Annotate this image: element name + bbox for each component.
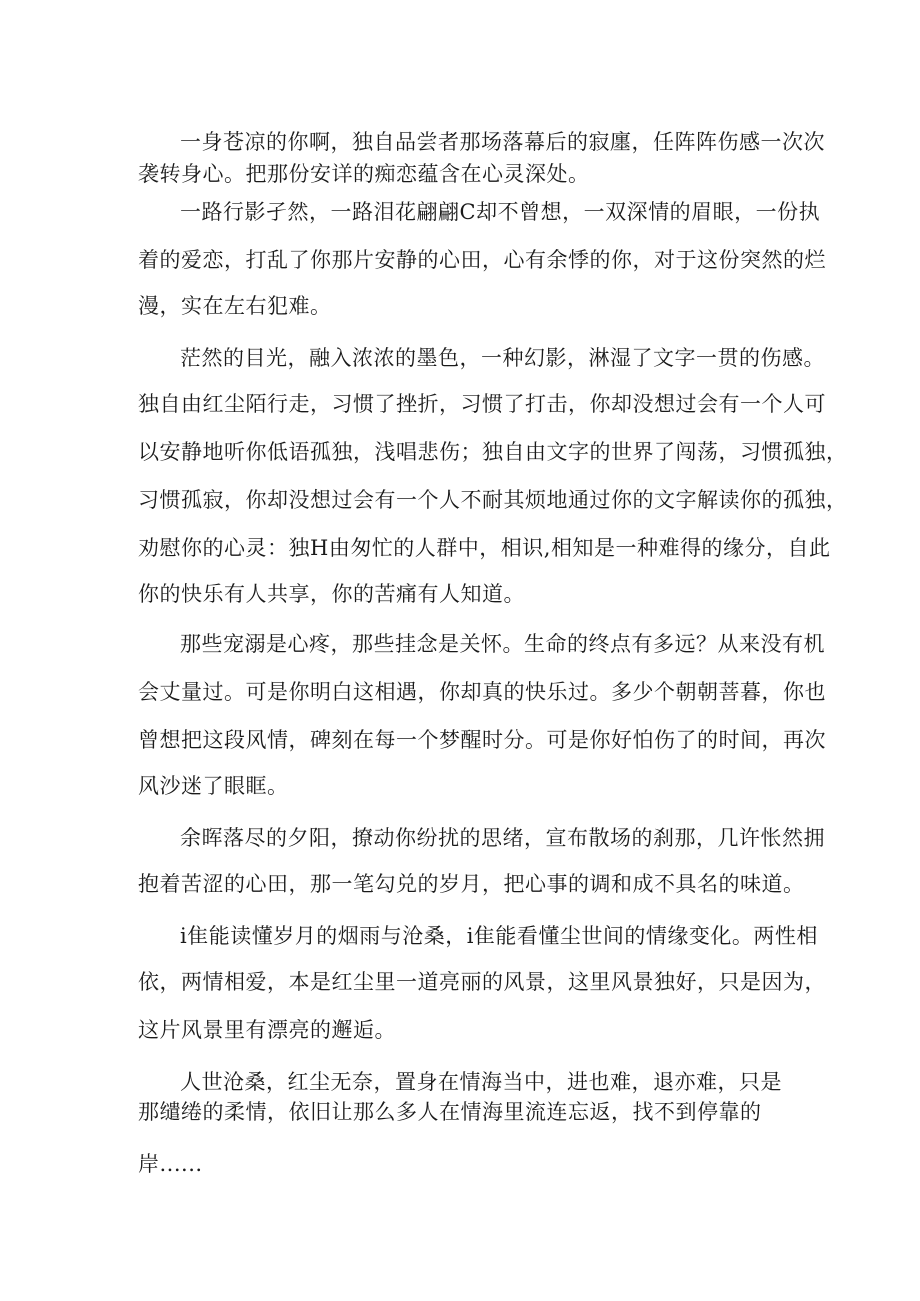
paragraph-3-line-4: 习惯孤寂，你却没想过会有一个人不耐其烦地通过你的文字解读你的孤独， [138,488,848,512]
paragraph-4-line-4: 风沙迷了眼眶。 [138,774,289,798]
paragraph-7-line-2: 那缱绻的柔情，依旧让那么多人在情海里流连忘返，找不到停靠的 [138,1100,762,1124]
paragraph-1-line-2: 袭转身心。把那份安详的痴恋蕴含在心灵深处。 [138,162,590,186]
paragraph-3-line-1: 茫然的目光，融入浓浓的墨色，一种幻影，淋湿了文字一贯的伤感。 [180,346,825,370]
paragraph-7-line-3: 岸...... [138,1152,203,1176]
paragraph-3-line-3: 以安静地听你低语孤独，浅唱悲伤；独自由文字的世界了闯荡，习惯孤独， [138,440,848,464]
paragraph-4-line-2: 会丈量过。可是你明白这相遇，你却真的快乐过。多少个朝朝菩暮，你也 [138,680,826,704]
paragraph-2-line-2: 着的爱恋，打乱了你那片安静的心田，心有余悸的你，对于这份突然的烂 [138,248,826,272]
paragraph-4-line-1: 那些宠溺是心疼，那些挂念是关怀。生命的终点有多远？从来没有机 [180,632,825,656]
paragraph-1-line-1: 一身苍凉的你啊，独自品尝者那场落幕后的寂廛，任阵阵伤感一次次 [180,130,825,154]
paragraph-7-line-1: 人世沧桑，红尘无奈，置身在情海当中，进也难，退亦难，只是 [180,1070,782,1094]
paragraph-2-line-3: 漫，实在左右犯难。 [138,294,332,318]
paragraph-2-line-1: 一路行影孑然，一路泪花翩翩C却不曾想，一双深情的眉眼，一份执 [180,200,821,224]
paragraph-3-line-5: 劝慰你的心灵：独H由匆忙的人群中，相识,相知是一种难得的缘分，自此 [138,536,831,560]
paragraph-3-line-6: 你的快乐有人共享，你的苦痛有人知道。 [138,582,525,606]
paragraph-6-line-1: i隹能读懂岁月的烟雨与沧桑，i隹能看懂尘世间的情缘变化。两性相 [180,924,818,948]
paragraph-4-line-3: 曾想把这段风情，碑刻在每一个梦醒时分。可是你好怕伤了的时间，再次 [138,728,826,752]
paragraph-3-line-2: 独自由红尘陌行走，习惯了挫折，习惯了打击，你却没想过会有一个人可 [138,392,826,416]
paragraph-6-line-3: 这片风景里有漂亮的邂逅。 [138,1018,396,1042]
paragraph-6-line-2: 依，两情相爱，本是红尘里一道亮丽的风景，这里风景独好，只是因为， [138,970,826,994]
paragraph-5-line-1: 余晖落尽的夕阳，撩动你纷扰的思绪，宣布散场的刹那，几许怅然拥 [180,826,825,850]
paragraph-5-line-2: 抱着苦涩的心田，那一笔勾兑的岁月，把心事的调和成不具名的味道。 [138,872,805,896]
